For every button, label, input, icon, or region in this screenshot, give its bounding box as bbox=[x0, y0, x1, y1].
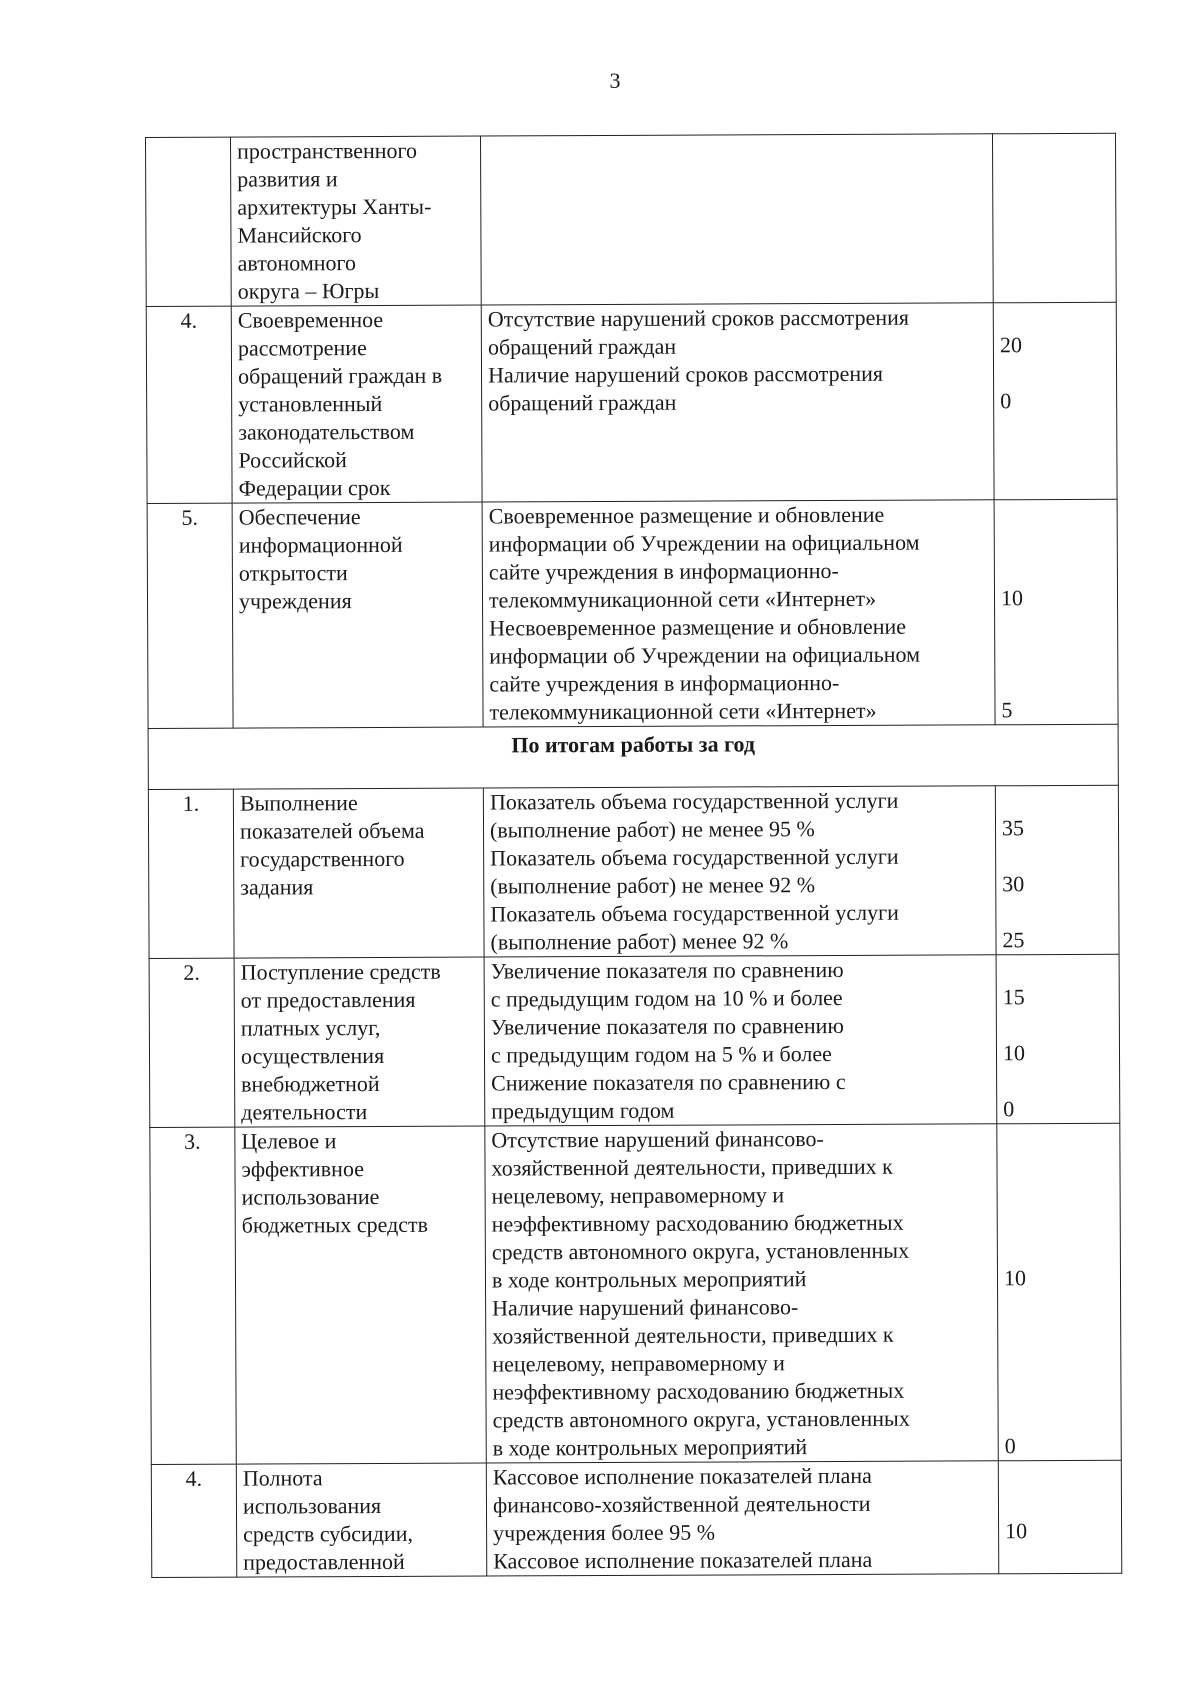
indicator-name-line: эффективное bbox=[241, 1156, 365, 1182]
indicator-name-cell bbox=[231, 305, 482, 503]
indicator-name-line: осуществления bbox=[240, 1042, 385, 1069]
points-cell bbox=[994, 499, 1118, 725]
criteria-table-wrap bbox=[145, 133, 1121, 1578]
indicator-name-line: Обеспечение bbox=[238, 504, 361, 530]
indicator-name-line: Поступление средств bbox=[240, 958, 441, 985]
section-header-row bbox=[148, 724, 1118, 789]
points-line bbox=[1004, 1208, 1114, 1236]
criteria-line: Отсутствие нарушений сроков рассмотрения bbox=[487, 304, 910, 332]
criteria-cell bbox=[484, 955, 997, 1126]
criteria-line: нецелевому, неправомерному и bbox=[492, 1350, 785, 1377]
points-line bbox=[1004, 1180, 1114, 1208]
points-line bbox=[1001, 500, 1111, 528]
page-number: 3 bbox=[609, 68, 621, 93]
criteria-line: обращений граждан bbox=[487, 333, 677, 360]
points-line bbox=[1004, 1292, 1114, 1320]
indicator-name-line: использование bbox=[241, 1183, 380, 1210]
indicator-name-line: платных услуг, bbox=[240, 1014, 381, 1041]
criteria-line: Отсутствие нарушений финансово- bbox=[491, 1126, 824, 1153]
points-line: 5 bbox=[1001, 697, 1013, 723]
points-line bbox=[1004, 1348, 1114, 1376]
points-line bbox=[1001, 668, 1111, 696]
criteria-line: сайте учреждения в информационно- bbox=[489, 669, 840, 697]
table-row bbox=[146, 302, 1117, 503]
table-row bbox=[146, 133, 1117, 306]
row-number: 2. bbox=[149, 958, 235, 1127]
criteria-line: (выполнение работ) менее 92 % bbox=[490, 928, 789, 955]
criteria-line: сайте учреждения в информационно- bbox=[488, 557, 839, 585]
indicator-name-line: учреждения bbox=[238, 588, 352, 614]
indicator-name-line: использования bbox=[242, 1492, 382, 1519]
points-line bbox=[1004, 1376, 1114, 1404]
criteria-cell bbox=[480, 134, 993, 305]
criteria-line: обращений граждан bbox=[488, 389, 677, 416]
points-cell bbox=[992, 133, 1116, 303]
criteria-line: неэффективному расходованию бюджетных bbox=[491, 1209, 904, 1237]
table-body-after bbox=[148, 785, 1121, 1577]
table-row bbox=[151, 1460, 1121, 1577]
table-row bbox=[148, 785, 1119, 958]
criteria-cell bbox=[486, 1461, 998, 1576]
indicator-name-line: округа – Югры bbox=[237, 277, 380, 304]
points-line: 30 bbox=[1002, 871, 1025, 897]
criteria-line: Показатель объема государственной услуги bbox=[490, 899, 899, 927]
row-number: 3. bbox=[150, 1127, 236, 1464]
criteria-line: Увеличение показателя по сравнению bbox=[490, 1012, 844, 1040]
indicator-name-line: Федерации срок bbox=[238, 474, 391, 501]
points-line bbox=[1002, 842, 1112, 870]
criteria-cell bbox=[482, 500, 995, 727]
indicator-name-line: показателей объема bbox=[239, 817, 425, 844]
points-line bbox=[1000, 303, 1110, 331]
row-number: 4. bbox=[151, 1464, 236, 1577]
criteria-line: (выполнение работ) не менее 95 % bbox=[489, 816, 815, 843]
points-cell bbox=[995, 785, 1119, 955]
criteria-line: в ходе контрольных мероприятий bbox=[492, 1434, 808, 1461]
points-line bbox=[1003, 1011, 1113, 1039]
indicator-name-line: законодательством bbox=[238, 418, 415, 445]
indicator-name-line: Российской bbox=[238, 447, 347, 473]
points-line bbox=[1003, 1067, 1113, 1095]
criteria-line: хозяйственной деятельности, приведших к bbox=[491, 1153, 893, 1181]
indicator-name-cell bbox=[233, 788, 484, 958]
indicator-name-line: внебюджетной bbox=[241, 1070, 380, 1097]
points-line bbox=[1001, 612, 1111, 640]
points-line bbox=[1000, 359, 1110, 387]
criteria-line: хозяйственной деятельности, приведших к bbox=[492, 1321, 894, 1349]
criteria-line: нецелевому, неправомерному и bbox=[491, 1182, 785, 1209]
criteria-line: с предыдущим годом на 5 % и более bbox=[490, 1041, 832, 1068]
indicator-name-line: деятельности bbox=[241, 1099, 368, 1125]
points-line: 10 bbox=[1005, 1518, 1028, 1544]
indicator-name-line: установленный bbox=[238, 390, 383, 417]
criteria-cell bbox=[485, 1124, 998, 1463]
criteria-line: финансово-хозяйственной деятельности bbox=[492, 1490, 871, 1518]
indicator-name-line: Целевое и bbox=[241, 1128, 337, 1154]
points-line bbox=[1003, 955, 1113, 983]
criteria-line: предыдущим годом bbox=[491, 1097, 675, 1124]
points-line: 15 bbox=[1002, 984, 1025, 1010]
points-line bbox=[1004, 1320, 1114, 1348]
criteria-line: Кассовое исполнение показателей плана bbox=[493, 1546, 873, 1574]
row-number bbox=[146, 137, 232, 306]
section-header-body bbox=[148, 724, 1118, 789]
indicator-name-line: бюджетных средств bbox=[241, 1211, 429, 1238]
points-line: 10 bbox=[1003, 1265, 1027, 1291]
points-cell bbox=[993, 302, 1117, 500]
points-line: 35 bbox=[1001, 815, 1025, 841]
indicator-name-line: рассмотрение bbox=[237, 335, 367, 361]
criteria-line: Своевременное размещение и обновление bbox=[488, 501, 885, 529]
criteria-line: средств автономного округа, установленных bbox=[491, 1237, 910, 1265]
points-line bbox=[1003, 1152, 1113, 1180]
indicator-name-cell bbox=[232, 502, 483, 728]
points-line bbox=[1001, 556, 1111, 584]
criteria-line: Увеличение показателя по сравнению bbox=[490, 956, 844, 984]
indicator-name-line: информационной bbox=[238, 531, 403, 558]
points-cell bbox=[997, 1123, 1121, 1461]
criteria-line: Снижение показателя по сравнению с bbox=[491, 1068, 846, 1096]
criteria-line: учреждения более 95 % bbox=[493, 1519, 716, 1546]
criteria-line: информации об Учреждении на официальном bbox=[489, 641, 921, 669]
indicator-name-line: Своевременное bbox=[237, 306, 384, 333]
indicator-name-line: Полнота bbox=[242, 1465, 323, 1491]
indicator-name-line: обращений граждан в bbox=[237, 362, 443, 389]
criteria-table bbox=[145, 133, 1122, 1578]
points-line bbox=[1001, 640, 1111, 668]
table-row bbox=[149, 954, 1120, 1127]
indicator-name-line: предоставленной bbox=[243, 1548, 405, 1575]
table-row bbox=[147, 499, 1118, 728]
criteria-cell bbox=[483, 786, 996, 957]
points-line bbox=[1005, 1489, 1115, 1517]
points-line: 20 bbox=[999, 332, 1022, 358]
points-line: 10 bbox=[1002, 1040, 1026, 1066]
points-line: 0 bbox=[1000, 388, 1012, 414]
points-line: 0 bbox=[1004, 1433, 1016, 1459]
table-row bbox=[150, 1123, 1121, 1464]
criteria-line: информации об Учреждении на официальном bbox=[488, 529, 920, 557]
points-line bbox=[1005, 1404, 1115, 1432]
points-line bbox=[1001, 528, 1111, 556]
indicator-name-line: архитектуры Ханты- bbox=[237, 193, 432, 220]
points-cell bbox=[998, 1460, 1121, 1574]
criteria-line: неэффективному расходованию бюджетных bbox=[492, 1377, 905, 1405]
indicator-name-cell bbox=[236, 1463, 486, 1577]
criteria-line: Показатель объема государственной услуги bbox=[490, 843, 899, 871]
criteria-line: (выполнение работ) не менее 92 % bbox=[490, 872, 816, 899]
indicator-name-line: от предоставления bbox=[240, 986, 416, 1013]
criteria-line: в ходе контрольных мероприятий bbox=[491, 1266, 807, 1293]
points-line: 25 bbox=[1002, 927, 1025, 953]
indicator-name-cell bbox=[234, 957, 485, 1127]
indicator-name-line: автономного bbox=[237, 250, 357, 276]
row-number: 4. bbox=[146, 306, 232, 503]
indicator-name-line: открытости bbox=[238, 560, 348, 586]
points-cell bbox=[996, 954, 1120, 1124]
criteria-line: Кассовое исполнение показателей плана bbox=[492, 1462, 872, 1490]
points-line bbox=[1005, 1545, 1115, 1573]
criteria-line: Несвоевременное размещение и обновление bbox=[489, 613, 907, 641]
criteria-line: средств автономного округа, установленных bbox=[492, 1405, 910, 1433]
indicator-name-line: Выполнение bbox=[239, 790, 358, 816]
indicator-name-line: средств субсидии, bbox=[243, 1520, 414, 1547]
criteria-line: с предыдущим годом на 10 % и более bbox=[490, 984, 843, 1012]
indicator-name-cell bbox=[235, 1126, 486, 1464]
indicator-name-line: задания bbox=[240, 874, 314, 900]
criteria-line: телекоммуникационной сети «Интернет» bbox=[489, 697, 877, 725]
points-line bbox=[1003, 1124, 1113, 1152]
table-body-before bbox=[146, 133, 1119, 728]
indicator-name-line: развития и bbox=[237, 166, 338, 192]
points-line: 0 bbox=[1003, 1096, 1015, 1122]
criteria-line: Наличие нарушений финансово- bbox=[492, 1294, 799, 1321]
points-line bbox=[1002, 898, 1112, 926]
points-line bbox=[1002, 786, 1112, 814]
indicator-name-line: пространственного bbox=[237, 137, 418, 164]
points-line bbox=[1005, 1461, 1115, 1489]
criteria-line: Показатель объема государственной услуги bbox=[489, 787, 899, 815]
indicator-name-cell bbox=[231, 136, 482, 306]
criteria-line: Наличие нарушений сроков рассмотрения bbox=[487, 360, 884, 388]
points-line bbox=[1004, 1236, 1114, 1264]
row-number: 5. bbox=[147, 503, 233, 728]
criteria-cell bbox=[481, 303, 994, 502]
criteria-line: телекоммуникационной сети «Интернет» bbox=[488, 585, 877, 613]
section-title: По итогам работы за год bbox=[148, 724, 1118, 789]
points-line: 10 bbox=[1000, 585, 1024, 611]
row-number: 1. bbox=[148, 789, 234, 958]
indicator-name-line: государственного bbox=[240, 845, 405, 872]
indicator-name-line: Мансийского bbox=[237, 222, 362, 248]
